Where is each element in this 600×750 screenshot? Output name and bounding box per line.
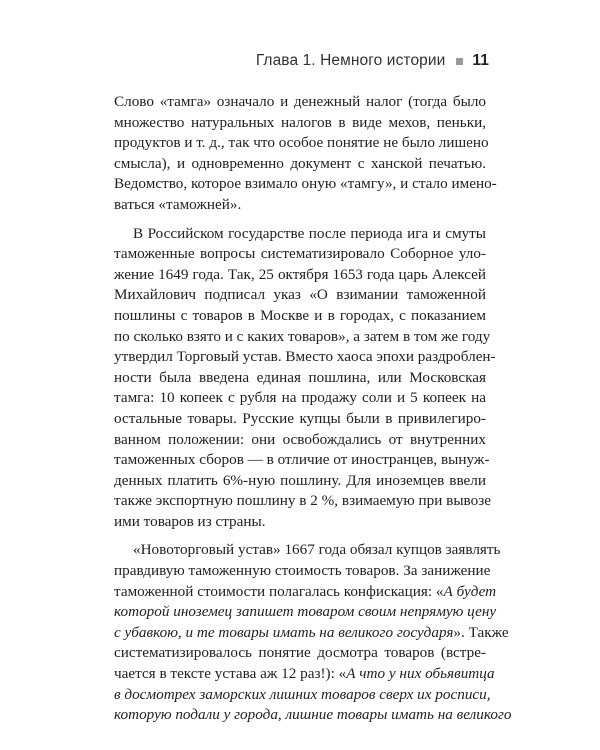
text-line [114, 450, 490, 471]
paragraph [114, 92, 497, 216]
text-line [114, 244, 486, 265]
text-line [114, 347, 496, 368]
text-segment: таможенные вопросы систематизировало Соборное уло- [114, 245, 486, 263]
text-segment: остальные товары. Русские купцы были в привилегиро- [114, 409, 486, 427]
chapter-title: Глава 1. Немного истории [255, 52, 446, 69]
text-segment: тамга: 10 копеек с рубля на продажу соли и 5 копеек на [114, 389, 486, 407]
quoted-text: в досмотрех заморских лишних товаров сверх их росписи, [114, 685, 491, 703]
text-segment: ности была введена единая пошлина, или Московская [114, 368, 486, 386]
text-line [114, 664, 495, 685]
quoted-text: которую подали у города, лишние товары имать на великого [114, 706, 512, 724]
square-bullet-icon [456, 58, 463, 65]
text-segment: ». Также [453, 623, 509, 641]
text-line [114, 430, 486, 451]
text-line [114, 327, 491, 348]
text-segment: продуктов и т. д., так что особое понятие не было лишено [114, 134, 489, 152]
text-line [114, 174, 497, 195]
text-segment: правдивую таможенную стоимость товаров. За занижение [114, 562, 491, 580]
quoted-text: А что у них обьявитца [346, 665, 495, 683]
text-line [114, 224, 486, 245]
quoted-text: с убавкою, и те товары имать на великого государя [114, 623, 454, 641]
text-line [114, 265, 486, 286]
text-line [114, 540, 501, 561]
text-segment: смысла), и одновременно документ с ханской печатью. [114, 154, 486, 172]
text-segment: также экспортную пошлину в 2 %, взимаемую при вывозе [114, 492, 491, 510]
text-line [114, 512, 486, 533]
paragraph [114, 540, 512, 725]
text-line [114, 623, 509, 644]
text-line [114, 409, 486, 430]
text-line [114, 154, 486, 175]
text-segment: систематизировалось понятие досмотра товаров (встре- [114, 644, 486, 662]
page-number: 11 [472, 52, 489, 69]
text-line [114, 306, 486, 327]
running-head [256, 52, 489, 70]
text-line [114, 705, 512, 726]
text-segment: ванном положении: они освобождались от внутренних [114, 430, 486, 448]
text-segment: Михайлович подписал указ «О взимании таможенной [114, 286, 486, 304]
text-segment: Ведомство, которое взимало оную «тамгу», и стало имено- [114, 175, 497, 193]
text-line [114, 643, 486, 664]
text-segment: таможенной стоимости полагалась конфискация: « [114, 582, 444, 600]
quoted-text: которой иноземец запишет товаром своим непрямую цену [114, 603, 497, 621]
quoted-text: А будет [443, 582, 497, 600]
text-segment: ими товаров из страны. [114, 512, 266, 530]
text-line [114, 113, 486, 134]
text-segment: «Новоторговый устав» 1667 года обязал купцов заявлять [133, 541, 501, 559]
text-line [114, 491, 491, 512]
body-text [114, 92, 512, 726]
text-line [114, 92, 486, 113]
text-segment: ваться «таможней». [114, 195, 242, 213]
text-segment: утвердил Торговый устав. Вместо хаоса эпохи раздроблен- [114, 348, 496, 366]
text-line [114, 285, 486, 306]
text-line [114, 195, 486, 216]
text-line [114, 471, 486, 492]
text-segment: жение 1649 года. Так, 25 октября 1653 года царь Алексей [114, 265, 486, 283]
text-segment: пошлины с товаров в Москве и в городах, с показанием [114, 306, 486, 324]
text-line [114, 388, 486, 409]
text-line [114, 685, 491, 706]
text-segment: множество натуральных налогов в виде мехов, пеньки, [114, 113, 486, 131]
text-line [114, 133, 489, 154]
text-segment: В Российском государстве после периода ига и смуты [133, 224, 486, 242]
text-segment: денных платить 6%-ную пошлину. Для иноземцев ввели [114, 471, 486, 489]
text-line [114, 602, 497, 623]
paragraph [114, 224, 496, 533]
text-line [114, 582, 497, 603]
text-segment: Слово «тамга» означало и денежный налог (тогда было [114, 93, 486, 110]
text-segment: чается в тексте устава аж 12 раз!): « [114, 665, 347, 683]
text-line [114, 561, 491, 582]
text-segment: по сколько взято и с каких товаров», а затем в том же году [114, 327, 491, 345]
text-segment: таможенных сборов — в отличие от иностранцев, вынуж- [114, 451, 490, 469]
text-line [114, 368, 486, 389]
